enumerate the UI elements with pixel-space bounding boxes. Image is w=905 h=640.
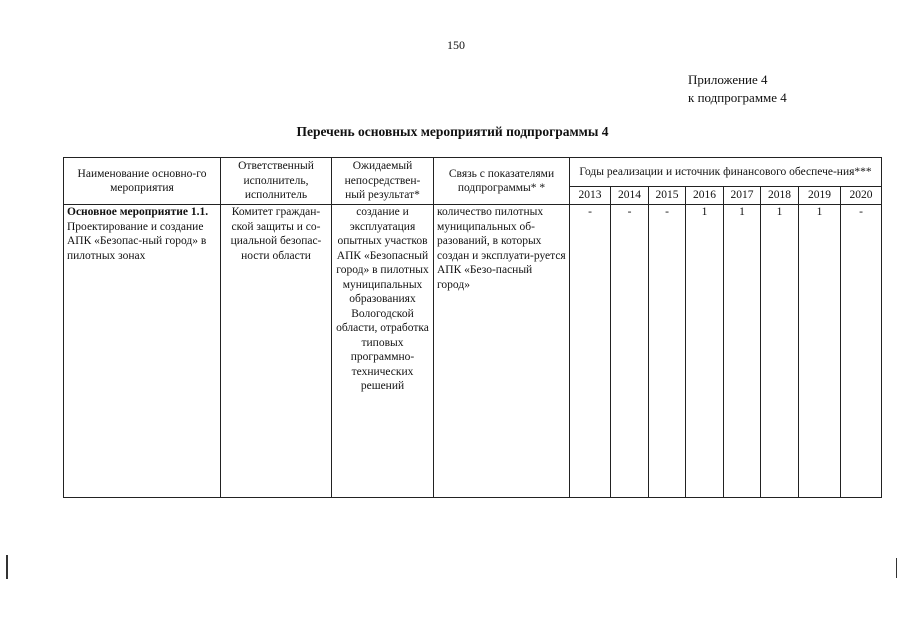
header-year: 2019 [799,187,841,205]
header-year: 2015 [649,187,686,205]
scan-edge-mark-right [896,558,897,578]
cell-year-value: - [611,205,649,498]
cell-expected-result: создание и эксплуатация опытных участков АПК «Безопасный город» в пилотных муниципальных образованиях Вологодской области, отработка типовых программно-технических решений [332,205,434,498]
measure-number: Основное мероприятие 1.1. [67,206,209,218]
header-year: 2018 [761,187,799,205]
header-year: 2016 [686,187,724,205]
measure-description: Проектирование и создание АПК «Безопас-ный город» в пилотных зонах [67,220,207,262]
cell-responsible: Комитет граждан-ской защиты и со-циальной безопас-ности области [221,205,332,498]
header-expected-result: Ожидаемый непосредствен-ный результат* [332,158,434,205]
cell-indicator-link: количество пилотных муниципальных об-разований, в которых создан и эксплуати-руется АПК «Безо-пасный город» [434,205,570,498]
header-years-group: Годы реализации и источник финансового обеспече-ния*** [570,158,882,187]
page-number: 150 [447,38,465,52]
cell-year-value: 1 [724,205,761,498]
cell-year-value: 1 [761,205,799,498]
header-year: 2013 [570,187,611,205]
header-year: 2017 [724,187,761,205]
cell-year-value: - [841,205,882,498]
cell-year-value: - [649,205,686,498]
header-responsible: Ответственный исполнитель, исполнитель [221,158,332,205]
cell-year-value: - [570,205,611,498]
appendix-line-2: к подпрограмме 4 [688,90,787,105]
cell-year-value: 1 [799,205,841,498]
header-name: Наименование основно-го мероприятия [64,158,221,205]
table-row [64,205,882,498]
header-indicator-link: Связь с показателями подпрограммы* * [434,158,570,205]
cell-year-value: 1 [686,205,724,498]
appendix-note [688,71,787,107]
page-title: Перечень основных мероприятий подпрограммы 4 [296,124,609,139]
header-year: 2014 [611,187,649,205]
header-year: 2020 [841,187,882,205]
scan-edge-mark-left [6,555,8,579]
measures-table [63,157,882,498]
cell-measure-name [64,205,221,498]
appendix-line-1: Приложение 4 [688,72,768,87]
